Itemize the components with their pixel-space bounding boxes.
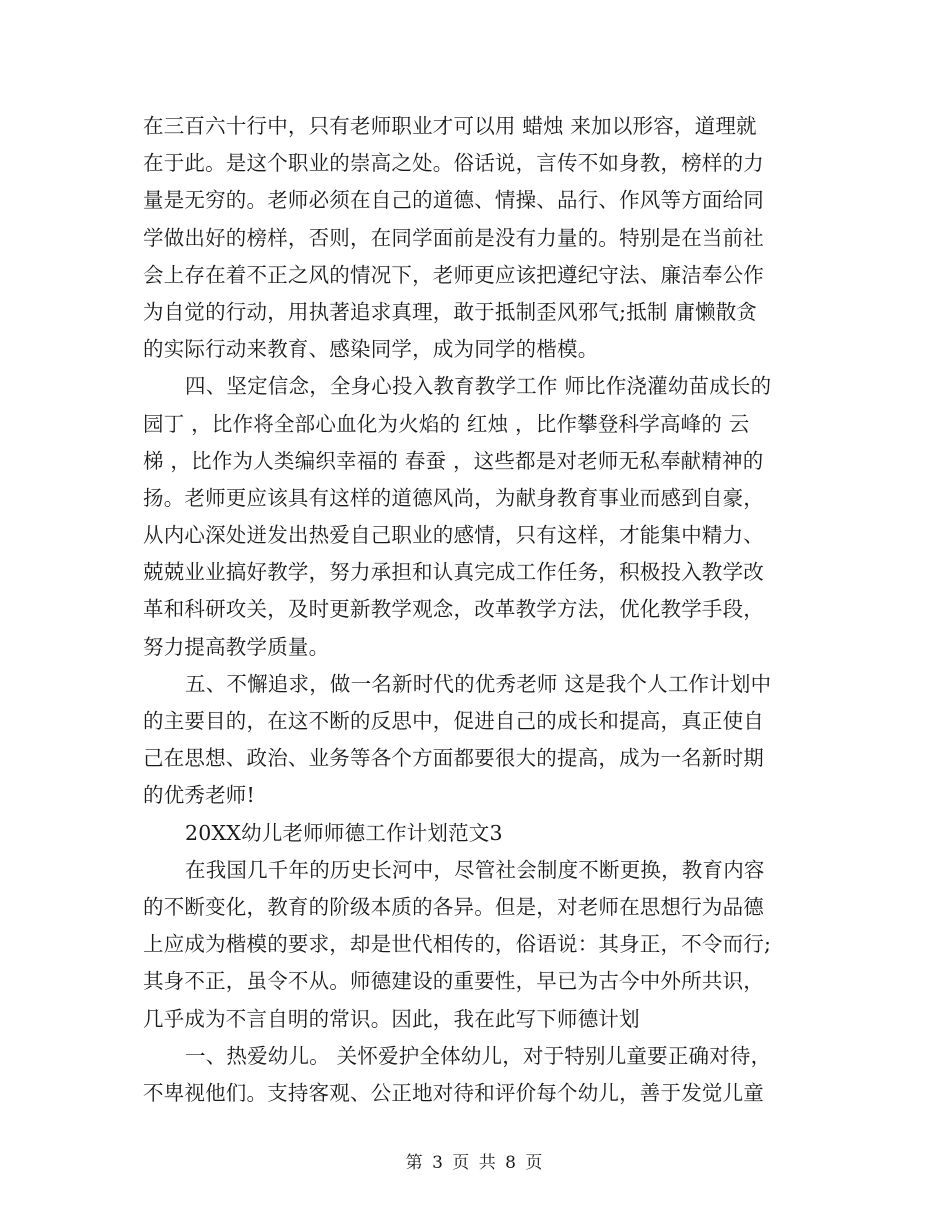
text-line: 梯 ，比作为人类编织幸福的 春蚕 ，这些都是对老师无私奉献精神的: [143, 448, 764, 473]
text-line: 己在思想、政治、业务等各个方面都要很大的提高，成为一名新时期: [143, 746, 764, 771]
text-line: 的主要目的，在这不断的反思中，促进自己的成长和提高，真正使自: [143, 709, 764, 733]
text-line: 的不断变化，教育的阶级本质的各异。但是，对老师在思想行为品德: [143, 894, 764, 919]
text-line: 的实际行动来教育、感染同学，成为同学的楷模。: [143, 337, 599, 362]
text-line: 几乎成为不言自明的常识。因此，我在此写下师德计划: [143, 1006, 640, 1031]
text-line: 革和科研攻关，及时更新教学观念，改革教学方法，优化教学手段，: [143, 597, 764, 622]
paragraph-start-line: 在我国几千年的历史长河中，尽管社会制度不断更换，教育内容: [185, 857, 765, 882]
text-line: 量是无穷的。老师必须在自己的道德、情操、品行、作风等方面给同: [143, 188, 764, 213]
text-line: 在三百六十行中，只有老师职业才可以用 蜡烛 来加以形容，道理就: [143, 114, 757, 138]
text-line: 努力提高教学质量。: [143, 634, 330, 659]
text-line: 园丁 ，比作将全部心血化为火焰的 红烛 ，比作攀登科学高峰的 云: [143, 411, 750, 436]
text-line: 的优秀老师!: [143, 783, 255, 808]
paragraph-start-line: 一、热爱幼儿。 关怀爱护全体幼儿，对于特别儿童要正确对待，: [185, 1043, 772, 1068]
section-heading: 20XX幼儿老师师德工作计划范文3: [185, 820, 503, 845]
page-number-footer: 第 3 页 共 8 页: [405, 1153, 545, 1173]
paragraph-start-line: 四、坚定信念，全身心投入教育教学工作 师比作浇灌幼苗成长的: [185, 374, 772, 399]
text-line: 扬。老师更应该具有这样的道德风尚，为献身教育事业而感到自豪，: [143, 485, 764, 510]
text-line: 会上存在着不正之风的情况下，老师更应该把遵纪守法、廉洁奉公作: [143, 262, 764, 287]
document-body: [143, 108, 823, 1112]
text-line: 不卑视他们。支持客观、公正地对待和评价每个幼儿，善于发觉儿童: [143, 1080, 764, 1105]
text-line: 兢兢业业搞好教学，努力承担和认真完成工作任务，积极投入教学改: [143, 560, 764, 585]
text-line: 为自觉的行动，用执著追求真理，敢于抵制歪风邪气;抵制 庸懒散贪: [143, 299, 758, 324]
paragraph-start-line: 五、不懈追求，做一名新时代的优秀老师 这是我个人工作计划中: [185, 671, 772, 696]
text-line: 上应成为楷模的要求，却是世代相传的，俗语说：其身正，不令而行;: [143, 932, 772, 957]
text-line: 学做出好的榜样，否则，在同学面前是没有力量的。特别是在当前社: [143, 225, 764, 250]
text-line: 在于此。是这个职业的崇高之处。俗话说，言传不如身教，榜样的力: [143, 151, 764, 176]
text-line: 其身不正，虽令不从。师德建设的重要性，早已为古今中外所共识，: [143, 969, 764, 994]
text-line: 从内心深处迸发出热爱自己职业的感情，只有这样，才能集中精力、: [143, 523, 764, 548]
